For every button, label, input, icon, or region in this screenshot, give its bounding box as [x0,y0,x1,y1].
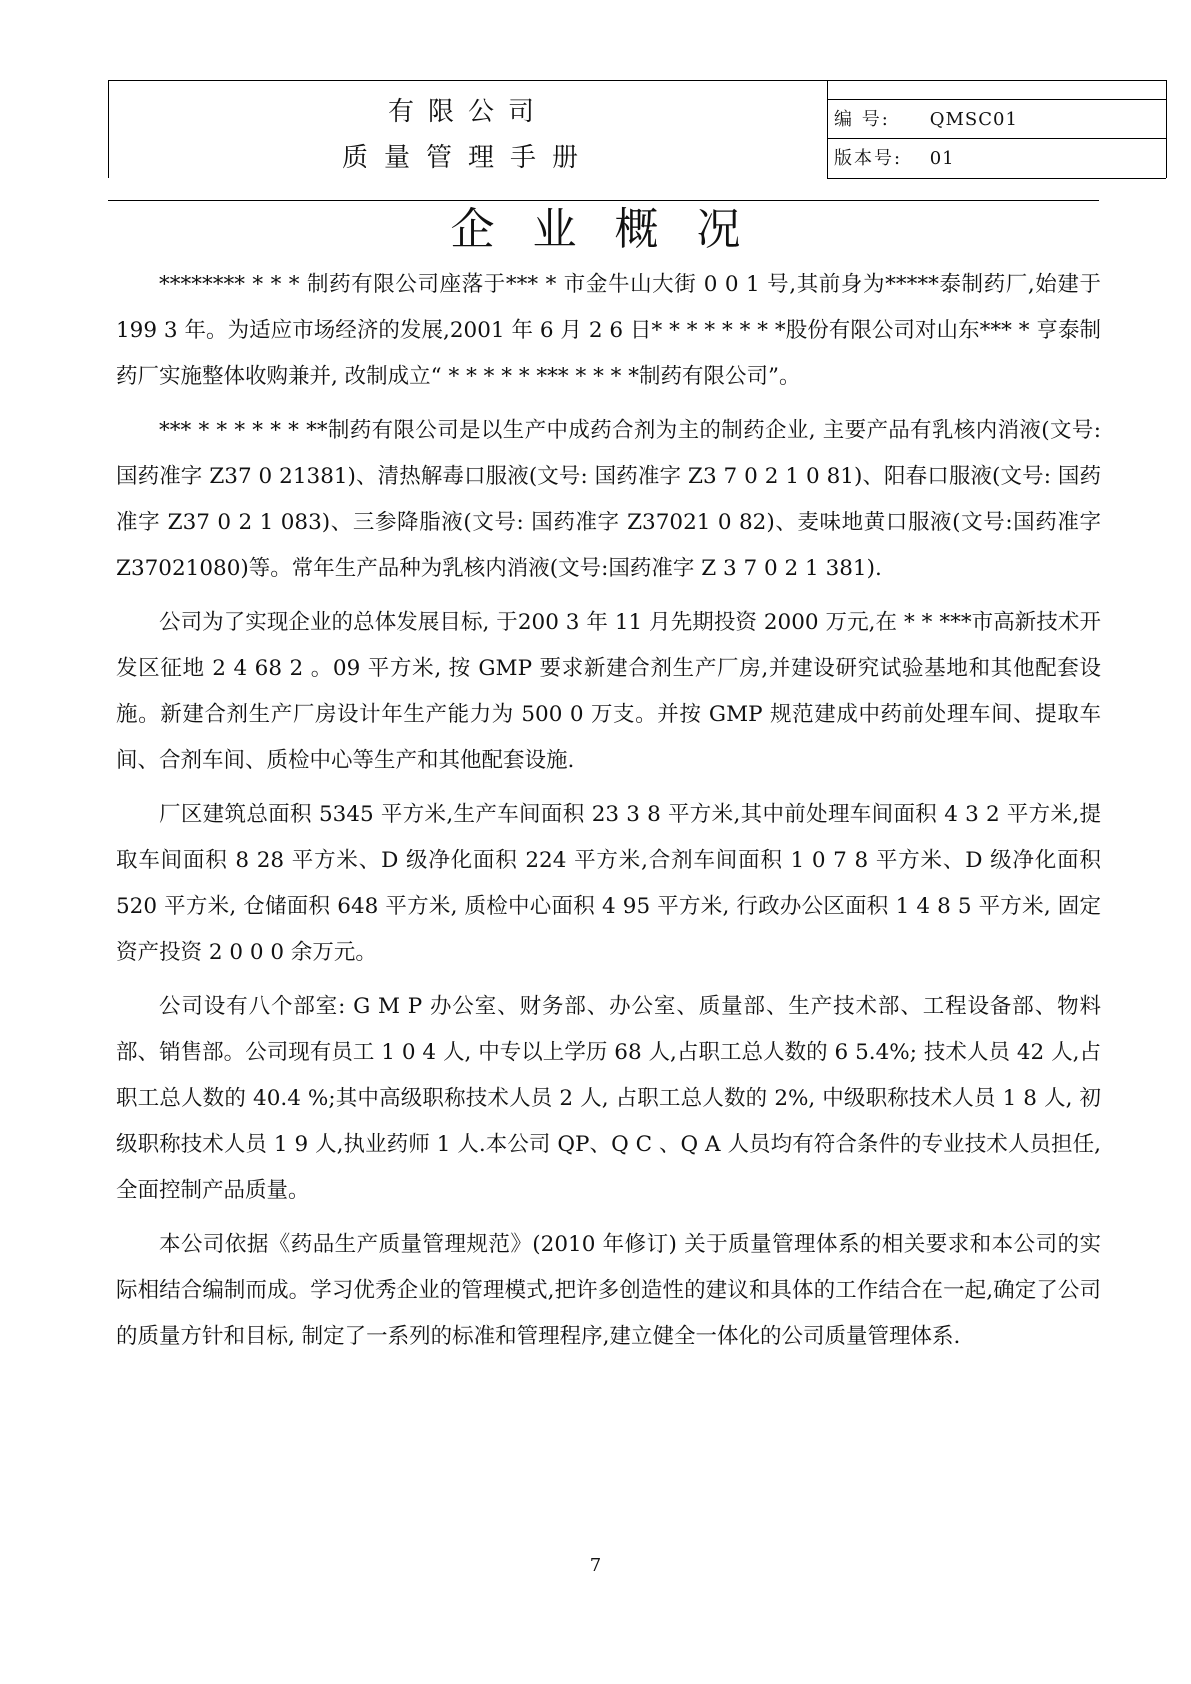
header-meta-cell [828,99,1166,179]
document-header-table [108,80,1167,178]
version-label: 版本号: [834,148,903,169]
paragraph-quality-system: 本公司依据《药品生产质量管理规范》(2010 年修订) 关于质量管理体系的相关要求和本公司的实际相结合编制而成。学习优秀企业的管理模式,把许多创造性的建议和具体的工作结合在一起,确定了公司的质量方针和目标, 制定了一系列的标准和管理程序,建立健全一体化的公司质量管理体系. [116,1232,1101,1349]
doc-number-label: 编 号: [834,109,890,130]
page-number: 7 [589,1555,602,1576]
doc-number-row [828,99,1166,139]
header-title-cell [109,81,828,179]
version-row [828,139,1166,179]
paragraph-facility-area: 厂区建筑总面积 5345 平方米,生产车间面积 23 3 8 平方米,其中前处理车间面积 4 3 2 平方米,提取车间面积 8 28 平方米、D 级净化面积 224 平方米,合剂车间面积 1 0 7 8 平方米、D 级净化面积 520 平方米, 仓储面积 648 平方米, 质检中心面积 4 95 平方米, 行政办公区面积 1 4 8 5 平方米, 固定资产投资 2 0 0 0 余万元。 [116,802,1101,965]
doc-number-value: QMSC01 [929,109,1018,130]
paragraph-company-history: ******** * * * 制药有限公司座落于*** * 市金牛山大街 0 0 1 号,其前身为*****泰制药厂,始建于 199 3 年。为适应市场经济的发展,2001 年 6 月 2 6 日* * * * * * * *股份有限公司对山东*** * 亨泰制药厂实施整体收购兼并, 改制成立“ * * * * * *** * * * *制药有限公司”。 [116,272,1101,389]
body-text [116,262,1101,1368]
page-title: 企业概况 [450,204,779,255]
manual-title: 质量管理手册 [341,143,594,173]
version-value: 01 [929,148,955,169]
paragraph-departments-staff: 公司设有八个部室: G M P 办公室、财务部、办公室、质量部、生产技术部、工程设备部、物料部、销售部。公司现有员工 1 0 4 人, 中专以上学历 68 人,占职工总人数的 6 5.4%; 技术人员 42 人,占职工总人数的 40.4 %;其中高级职称技术人员 2 人, 占职工总人数的 2%, 中级职称技术人员 1 8 人, 初级职称技术人员 1 9 人,执业药师 1 人.本公司 QP、Q C 、Q A 人员均有符合条件的专业技术人员担任,全面控制产品质量。 [116,994,1101,1203]
company-name: 有限公司 [387,97,548,127]
paragraph-investment: 公司为了实现企业的总体发展目标, 于200 3 年 11 月先期投资 2000 万元,在 * * ***市高新技术开发区征地 2 4 68 2 。09 平方米, 按 GMP 要求新建合剂生产厂房,并建设研究试验基地和其他配套设施。新建合剂生产厂房设计年生产能力为 500 0 万支。并按 GMP 规范建成中药前处理车间、提取车间、合剂车间、质检中心等生产和其他配套设施. [116,610,1101,773]
paragraph-products: *** * * * * * * **制药有限公司是以生产中成药合剂为主的制药企业, 主要产品有乳核内消液(文号:国药准字 Z37 0 21381)、清热解毒口服液(文号: 国药准字 Z3 7 0 2 1 0 81)、阳春口服液(文号: 国药准字 Z37 0 2 1 083)、三参降脂液(文号: 国药准字 Z37021 0 82)、麦味地黄口服液(文号:国药准字 Z37021080)等。常年生产品种为乳核内消液(文号:国药准字 Z 3 7 0 2 1 381). [116,418,1101,581]
